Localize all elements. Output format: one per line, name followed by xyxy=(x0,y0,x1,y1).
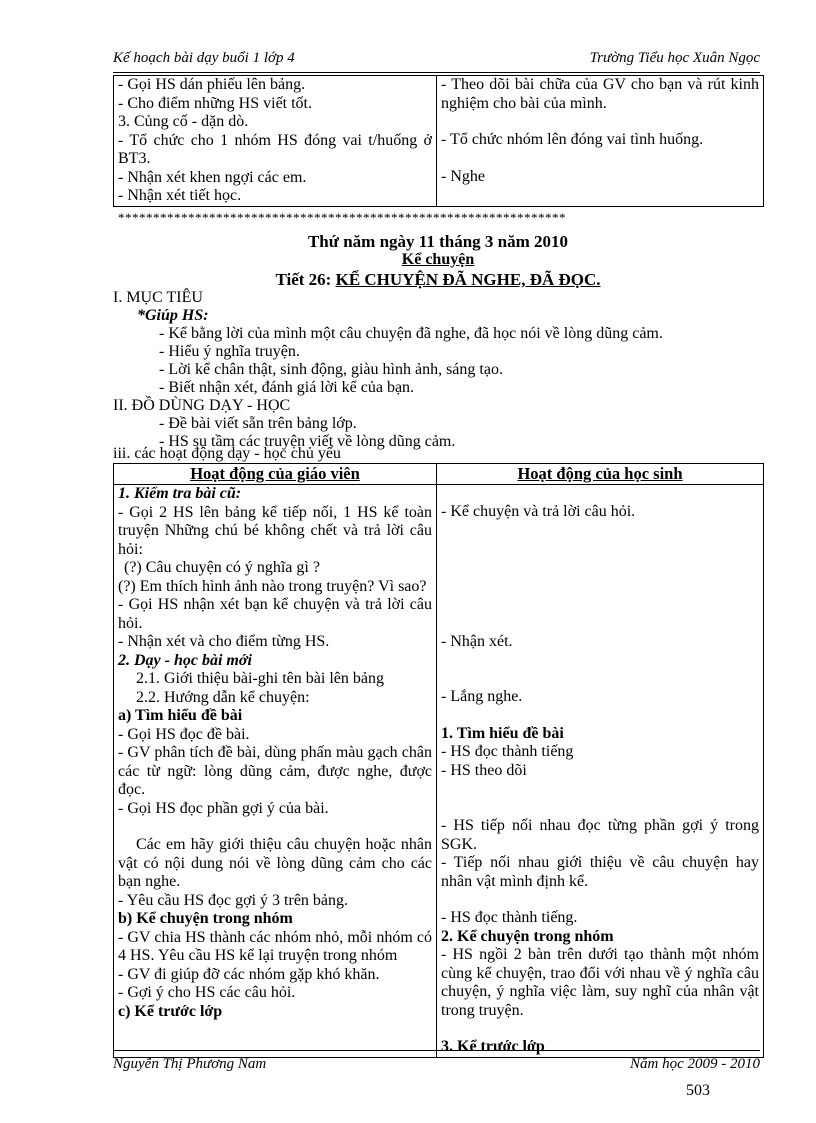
list-item: - HS theo dõi xyxy=(441,761,527,779)
lesson-number: Tiết 26: xyxy=(275,270,332,289)
list-item: - Nhận xét và cho điểm từng HS. xyxy=(118,633,330,650)
list-item: - Nhận xét tiết học. xyxy=(118,187,242,204)
list-item: - Tiếp nối nhau giới thiệu về câu chuyện hay nhân vật mình định kể. xyxy=(441,854,759,890)
page-header xyxy=(113,50,760,73)
list-item: - Gọi 2 HS lên bảng kể tiếp nối, 1 HS kể toàn truyện Những chú bé không chết và trả lời câu hỏi: xyxy=(118,503,432,558)
list-item: 2.2. Hướng dẫn kể chuyện: xyxy=(136,688,310,706)
student-column-header: Hoạt động của học sinh xyxy=(437,464,764,485)
page-number: 503 xyxy=(686,1082,710,1099)
lesson-title xyxy=(113,270,763,290)
header-left: Kế hoạch bài dạy buổi 1 lớp 4 xyxy=(113,50,295,66)
list-item: - Nhận xét. xyxy=(441,632,513,650)
previous-lesson-table xyxy=(113,75,764,207)
list-item: (?) Câu chuyện có ý nghĩa gì ? xyxy=(124,559,320,576)
list-item: - Cho điểm những HS viết tốt. xyxy=(118,94,312,112)
list-item: - Theo dõi bài chữa của GV cho bạn và rút kinh nghiệm cho bài của mình. xyxy=(441,76,759,112)
list-item: - HS su tầm các truyện viết về lòng dũng cảm. xyxy=(159,433,456,450)
list-item: - Tổ chức nhóm lên đóng vai tình huống. xyxy=(441,131,704,148)
lesson-name: KỂ CHUYỆN ĐÃ NGHE, ĐÃ ĐỌC. xyxy=(335,270,601,289)
header-right: Trường Tiểu học Xuân Ngọc xyxy=(589,50,760,66)
list-item: - Biết nhận xét, đánh giá lời kể của bạn. xyxy=(159,379,415,396)
list-item: - Kể bằng lời của mình một câu chuyện đã nghe, đã học nói về lòng dũng cảm. xyxy=(159,325,663,342)
step-heading: 2. Dạy - học bài mới xyxy=(118,651,252,669)
section-heading: I. MỤC TIÊU xyxy=(113,289,203,306)
step-heading: b) Kể chuyện trong nhóm xyxy=(118,910,293,927)
step-heading: 1. Tìm hiểu đề bài xyxy=(441,724,564,742)
step-heading: c) Kể trước lớp xyxy=(118,1002,223,1020)
list-item: - Kể chuyện và trả lời câu hỏi. xyxy=(441,503,636,520)
list-item: - Lắng nghe. xyxy=(441,688,523,705)
student-activities-cell xyxy=(437,485,764,1058)
step-heading: 2. Kể chuyện trong nhóm xyxy=(441,927,614,945)
list-item: - Nhận xét khen ngợi các em. xyxy=(118,168,307,186)
list-item: Các em hãy giới thiệu câu chuyện hoặc nhân vật có nội dung nói về lòng dũng cảm cho các bạn nghe. xyxy=(118,836,432,890)
list-item: - Hiểu ý nghĩa truyện. xyxy=(159,343,300,360)
list-item: - HS tiếp nối nhau đọc từng phần gợi ý trong SGK. xyxy=(441,817,759,853)
list-item: - GV đi giúp đỡ các nhóm gặp khó khăn. xyxy=(118,965,380,983)
list-item: - Gợi ý cho HS các câu hỏi. xyxy=(118,984,296,1001)
lesson-date: Thứ năm ngày 11 tháng 3 năm 2010 xyxy=(307,232,569,251)
step-heading: a) Tìm hiểu đề bài xyxy=(118,707,243,724)
footer-school-year: Năm học 2009 - 2010 xyxy=(630,1056,760,1072)
materials-section xyxy=(113,397,763,451)
list-item: - Lời kể chân thật, sinh động, giàu hình ảnh, sáng tạo. xyxy=(159,361,503,378)
page-footer xyxy=(113,1050,760,1072)
list-item: - GV phân tích đề bài, dùng phấn màu gạch chân các từ ngữ: lòng dũng cảm, được nghe, được đọc. xyxy=(118,744,432,798)
list-item: - HS đọc thành tiếng xyxy=(441,743,574,760)
separator: **************************************************************** xyxy=(118,210,566,225)
list-item: 2.1. Giới thiệu bài-ghi tên bài lên bảng xyxy=(136,670,384,687)
list-item: - Nghe xyxy=(441,167,485,185)
list-item: - GV chia HS thành các nhóm nhỏ, mỗi nhóm có 4 HS. Yêu cầu HS kể lại truyện trong nhóm xyxy=(118,928,432,964)
list-item: - Gọi HS dán phiếu lên bảng. xyxy=(118,76,306,93)
step-heading: 3. Kể trước lớp xyxy=(441,1038,545,1055)
list-item: - HS ngồi 2 bàn trên dưới tạo thành một nhóm cùng kể chuyện, trao đổi với nhau về ý nghĩa câu chuyện, ý nghĩa việc làm, suy nghĩ của nhân vật trong truyện. xyxy=(441,946,759,1019)
list-item: - Tổ chức cho 1 nhóm HS đóng vai t/huống ở BT3. xyxy=(118,131,432,167)
lesson-subject: Kể chuyện xyxy=(401,251,475,268)
list-item: - Đề bài viết sẵn trên bảng lớp. xyxy=(159,415,357,432)
activities-heading: iii. các hoạt động dạy - học chủ yếu xyxy=(113,445,341,462)
activities-table xyxy=(113,463,764,1058)
previous-student-cell xyxy=(437,76,764,207)
section-subheading: *Giúp HS: xyxy=(137,307,209,324)
list-item: 3. Củng cố - dặn dò. xyxy=(118,113,249,130)
list-item: - Yêu cầu HS đọc gợi ý 3 trên bảng. xyxy=(118,891,349,909)
list-item: - HS đọc thành tiếng. xyxy=(441,909,578,926)
list-item: - Gọi HS nhận xét bạn kể chuyện và trả lời câu hỏi. xyxy=(118,596,432,632)
step-heading: 1. Kiểm tra bài cũ: xyxy=(118,485,242,502)
list-item: - Gọi HS đọc phần gợi ý của bài. xyxy=(118,799,329,817)
list-item: - Gọi HS đọc đề bài. xyxy=(118,725,250,743)
previous-teacher-cell xyxy=(114,76,437,207)
footer-author: Nguyễn Thị Phương Nam xyxy=(113,1056,267,1072)
teacher-column-header: Hoạt động của giáo viên xyxy=(114,464,437,485)
list-item: (?) Em thích hình ảnh nào trong truyện? Vì sao? xyxy=(118,577,427,595)
section-heading: II. ĐỒ DÙNG DẠY - HỌC xyxy=(113,397,291,414)
teacher-activities-cell xyxy=(114,485,437,1058)
objectives-section xyxy=(113,289,763,397)
